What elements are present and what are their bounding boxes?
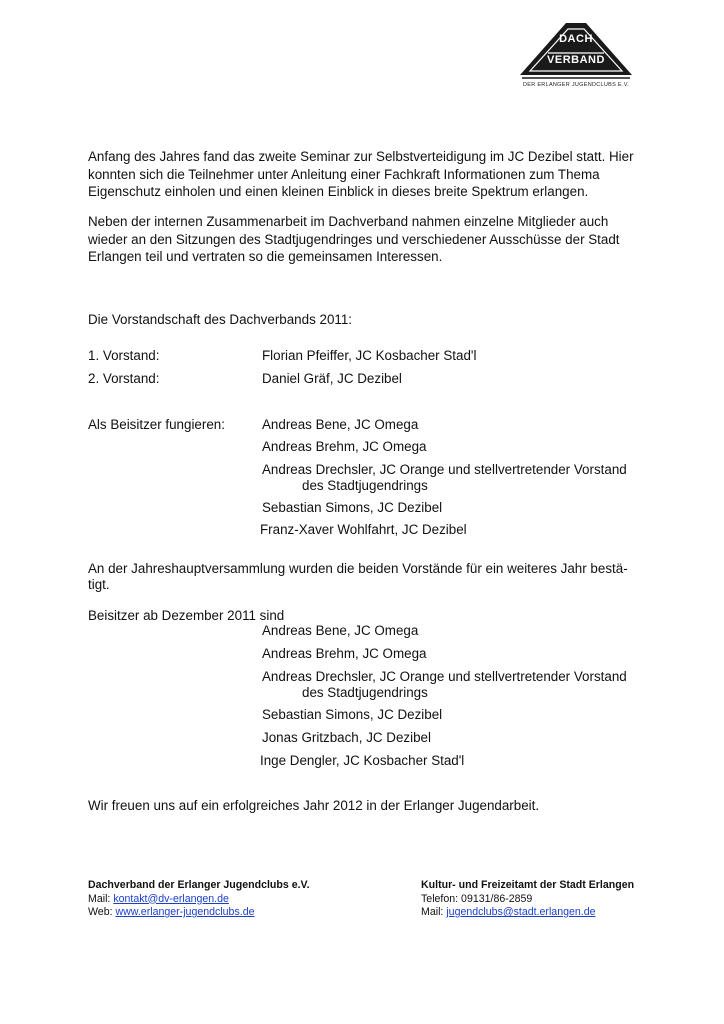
footer-right [421,879,634,920]
december-assessor-item: Andreas Brehm, JC Omega [262,646,427,661]
confirmation-line-1: An der Jahreshauptversammlung wurden die beiden Vorstände für ein weiteres Jahr bestä- [88,561,628,576]
assessor-item: Franz-Xaver Wohlfahrt, JC Dezibel [260,522,467,537]
footer-left-web-label: Web: [88,906,113,918]
intro-paragraph-2: Neben der internen Zusammenarbeit im Dachverband nahmen einzelne Mitglieder auch wieder an den Sitzungen des Stadtjugendringes und verschiedener Ausschüsse der Stadt Erlangen teil und vertraten so die gemeinsamen Interessen. [88,214,620,264]
assessor-item: Andreas Brehm, JC Omega [262,439,427,454]
assessors-label: Als Beisitzer fungieren: [88,417,225,432]
logo-line-verband: VERBAND [547,54,605,66]
dachverband-logo [518,19,634,91]
closing-sentence: Wir freuen uns auf ein erfolgreiches Jahr 2012 in der Erlanger Jugendarbeit. [88,798,540,813]
december-assessor-item: Jonas Gritzbach, JC Dezibel [262,730,431,745]
december-assessor-item: Andreas Drechsler, JC Orange und stellvertretender Vorstand [262,669,627,684]
assessor-item: Andreas Drechsler, JC Orange und stellvertretender Vorstand [262,462,627,477]
footer-right-mail-label: Mail: [421,906,444,918]
footer-left-mail-row [88,893,310,907]
intro-paragraph-1: Anfang des Jahres fand das zweite Seminar zur Selbstverteidigung im JC Dezibel statt. Hier konnten sich die Teilnehmer unter Anleitung einer Fachkraft Informationen zum Thema Eigenschutz einholen und einen kleinen Einblick in dieses breite Spektrum erlangen. [88,149,634,199]
december-assessor-item: Sebastian Simons, JC Dezibel [262,707,443,722]
role-label-2: 2. Vorstand: [88,371,160,386]
assessor-item: Andreas Bene, JC Omega [262,417,419,432]
role-name-2: Daniel Gräf, JC Dezibel [262,371,402,386]
december-assessor-continuation: des Stadtjugendrings [302,685,428,700]
footer-right-org: Kultur- und Freizeitamt der Stadt Erlangen [421,879,635,891]
footer-left-web-row [88,906,310,920]
logo-tagline: DER ERLANGER JUGENDCLUBS E.V. [523,82,629,88]
logo-line-dach: DACH [559,33,593,45]
footer-left-web-link[interactable]: www.erlanger-jugendclubs.de [115,906,255,918]
footer-left-org: Dachverband der Erlanger Jugendclubs e.V. [88,879,310,891]
role-name-1: Florian Pfeiffer, JC Kosbacher Stad'l [262,348,477,363]
assessor-item: Sebastian Simons, JC Dezibel [262,500,443,515]
role-label-1: 1. Vorstand: [88,348,160,363]
assessor-item-continuation: des Stadtjugendrings [302,478,428,493]
footer-right-phone: Telefon: 09131/86-2859 [421,892,533,905]
footer-left-mail-label: Mail: [88,892,111,905]
footer-right-mail-link[interactable]: jugendclubs@stadt.erlangen.de [446,906,596,918]
footer-left [88,879,310,920]
december-assessor-item: Andreas Bene, JC Omega [262,623,419,638]
december-label: Beisitzer ab Dezember 2011 sind [88,608,285,623]
footer-left-mail-link[interactable]: kontakt@dv-erlangen.de [113,892,229,905]
confirmation-line-2: tigt. [88,577,110,592]
board-heading: Die Vorstandschaft des Dachverbands 2011: [88,312,353,327]
december-assessor-item: Inge Dengler, JC Kosbacher Stad'l [260,753,465,768]
footer-right-mail-row [421,906,634,920]
